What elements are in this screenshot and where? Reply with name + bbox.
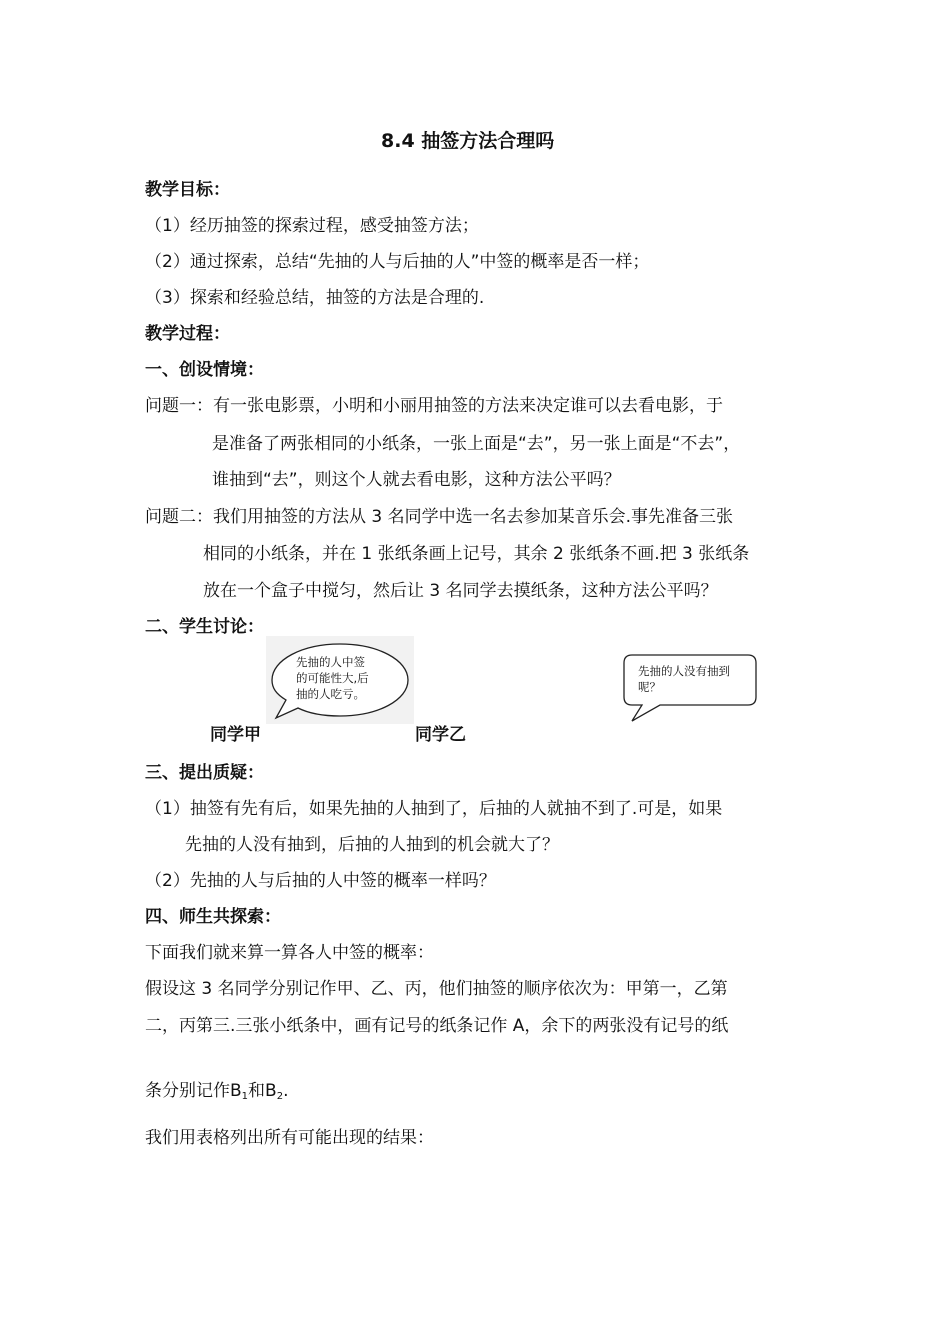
doubt-line: 先抽的人没有抽到，后抽的人抽到的机会就大了？ [185,835,559,855]
b1-letter: B [230,1081,242,1101]
question2-line: 相同的小纸条，并在 1 张纸条画上记号，其余 2 张纸条不画.把 3 张纸条 [203,544,750,564]
explore-line: 下面我们就来算一算各人中签的概率： [145,943,434,963]
explore-line-b [145,1079,289,1106]
question1-line: 是准备了两张相同的小纸条，一张上面是“去”，另一张上面是“不去”， [212,434,741,454]
bubble-a-line: 先抽的人中签 [296,655,365,669]
goal-item: （2）通过探索，总结“先抽的人与后抽的人”中签的概率是否一样； [145,252,650,272]
question1-line: 谁抽到“去”，则这个人就去看电影，这种方法公平吗？ [212,470,621,490]
student-b-label: 同学乙 [415,725,466,745]
b-end: . [283,1081,289,1101]
goals-heading: 教学目标： [145,180,230,200]
bubble-a-line: 的可能性大,后 [296,671,369,685]
goal-item: （1）经历抽签的探索过程，感受抽签方法； [145,216,479,236]
b-and: 和 [248,1081,266,1101]
b2-subscript: 2 [276,1091,284,1102]
student-a-label: 同学甲 [210,725,261,745]
question2-line: 问题二：我们用抽签的方法从 3 名同学中选一名去参加某音乐会.事先准备三张 [145,507,734,527]
question2-line: 放在一个盒子中搅匀，然后让 3 名同学去摸纸条，这种方法公平吗？ [203,581,718,601]
doubt-line: （2）先抽的人与后抽的人中签的概率一样吗？ [145,871,496,891]
final-line: 我们用表格列出所有可能出现的结果： [145,1128,434,1148]
explore-line: 假设这 3 名同学分别记作甲、乙、丙，他们抽签的顺序依次为：甲第一，乙第 [145,979,728,999]
bubble-a-line: 抽的人吃亏。 [296,687,365,701]
page-title: 8.4 抽签方法合理吗 [381,130,555,152]
speech-bubble-a [266,636,414,724]
bubble-b-line: 呢？ [638,680,661,694]
question1-line: 问题一：有一张电影票，小明和小丽用抽签的方法来决定谁可以去看电影，于 [145,396,723,416]
speech-bubble-b [620,652,760,724]
section2-heading: 二、学生讨论： [145,617,264,637]
section1-heading: 一、创设情境： [145,360,264,380]
process-heading: 教学过程： [145,324,230,344]
b2-letter: B [265,1081,277,1101]
doubt-line: （1）抽签有先有后，如果先抽的人抽到了，后抽的人就抽不到了.可是，如果 [145,799,723,819]
section3-heading: 三、提出质疑： [145,763,264,783]
b-prefix: 条分别记作 [145,1081,230,1101]
bubble-b-line: 先抽的人没有抽到 [638,664,730,678]
explore-line: 二，丙第三.三张小纸条中，画有记号的纸条记作 A，余下的两张没有记号的纸 [145,1016,729,1036]
b1-subscript: 1 [241,1091,249,1102]
section4-heading: 四、师生共探索： [145,907,281,927]
goal-item: （3）探索和经验总结，抽签的方法是合理的. [145,288,485,308]
